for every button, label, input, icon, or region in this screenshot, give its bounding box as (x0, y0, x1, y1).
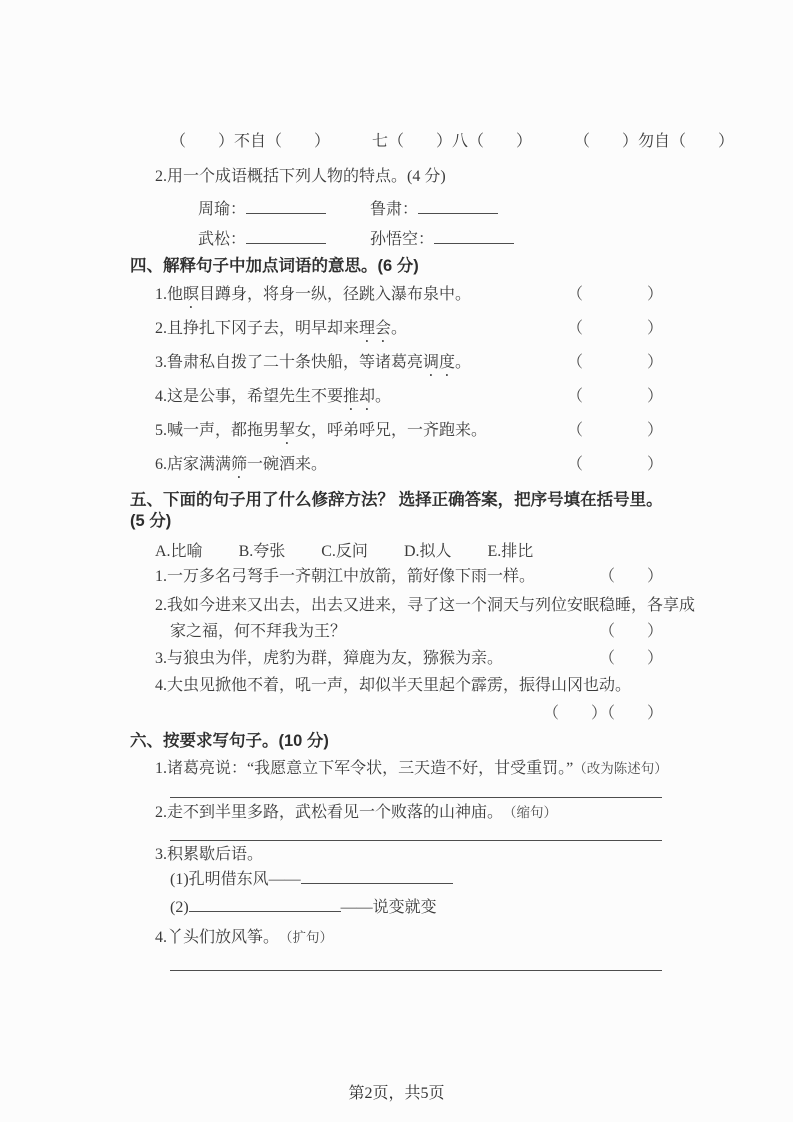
q4-item-2-answer-paren: （ ） (566, 320, 663, 337)
q4-item-6 (155, 454, 663, 482)
q4-item-4-answer-paren: （ ） (566, 388, 663, 405)
q4-item-1 (155, 284, 663, 312)
section-six-heading-row (130, 731, 663, 752)
q6-item-4-answer-blank (170, 968, 662, 971)
q4-item-1-answer-paren: （ ） (566, 286, 663, 303)
idiom-blank-1: （ ）不自（ ） (170, 133, 331, 150)
q4-item-4 (155, 386, 663, 414)
text-fragment: 1.他 (155, 286, 184, 303)
q6-item-1 (155, 758, 668, 779)
text-fragment: 2.且挣扎下冈子去，明早却来 (155, 320, 360, 337)
q6-sub-2-suffix: ——说变就变 (340, 899, 437, 916)
q4-item-3 (155, 352, 663, 380)
q5-item-2-line-2 (170, 621, 663, 642)
q4-item-3-answer-paren: （ ） (566, 354, 663, 371)
q6-item-1-answer-blank (170, 795, 662, 798)
q6-sub-2-prefix: (2) (170, 899, 189, 916)
q2-zhouyu-answer-blank (246, 211, 326, 214)
idiom-blank-3: （ ）勿自（ ） (574, 133, 735, 150)
text-fragment: 女，呼弟呼兄，一齐跑来。 (295, 422, 488, 439)
emphasized-word: 瞑 (183, 286, 200, 303)
q4-item-4-text (155, 386, 391, 414)
q5-option-b: B.夸张 (238, 543, 286, 560)
q5-item-4 (155, 675, 663, 696)
q6-item-3-sub-1 (170, 869, 663, 890)
text-fragment: 目蹲身，将身一纵，径跳入瀑布泉中。 (199, 286, 472, 303)
q2-name-lusu (370, 199, 542, 220)
section-six-heading: 六、按要求写句子。(10 分) (130, 732, 329, 750)
q5-item-1 (155, 566, 663, 587)
q2-wusong-answer-blank (246, 241, 326, 244)
q2-name-sunwukong (370, 229, 542, 250)
text-fragment: 5.喊一声，都拖男 (155, 422, 280, 439)
q5-options-row (155, 541, 663, 562)
text-fragment: 一碗酒来。 (247, 456, 328, 473)
q5-item-2-answer-paren: （ ） (598, 623, 663, 640)
q5-option-d: D.拟人 (403, 543, 452, 560)
idiom-blank-2: 七（ ）八（ ） (372, 133, 533, 150)
q5-option-a: A.比喻 (155, 543, 203, 560)
q2-name-wusong-label: 武松： (198, 231, 247, 248)
q6-sub-1-answer-blank (301, 881, 453, 884)
q2-name-wusong (198, 229, 370, 250)
q2-name-sunwukong-label: 孙悟空： (370, 231, 435, 248)
q6-item-1-text: 1.诸葛亮说：“我愿意立下军令状，三天造不好，甘受重罚。” (155, 760, 574, 777)
q5-option-e: E.排比 (487, 543, 534, 560)
section-four-heading-row (130, 256, 663, 277)
q6-sub-2-answer-blank (189, 909, 341, 912)
q4-item-5 (155, 420, 663, 448)
q6-item-2-answer-blank (170, 838, 662, 841)
emphasized-word: 调度 (423, 354, 456, 371)
q5-item-3-answer-paren: （ ） (598, 650, 663, 667)
text-fragment: 。 (455, 354, 472, 371)
q2-names-row-2 (198, 229, 663, 250)
q6-item-4-instruction: （扩句） (279, 930, 334, 945)
q6-item-1-answer-row (170, 795, 663, 798)
page-number-footer: 第2页，共5页 (348, 1085, 445, 1102)
q5-item-4-answer-row (130, 703, 663, 724)
q2-name-lusu-label: 鲁肃： (370, 201, 419, 218)
q5-item-4-text: 4.大虫见掀他不着，吼一声，却似半天里起个霹雳，振得山冈也动。 (155, 677, 632, 694)
q5-item-2-line-1 (155, 595, 696, 616)
q5-item-1-text: 1.一万多名弓弩手一齐朝江中放箭，箭好像下雨一样。 (155, 568, 536, 585)
q6-sub-1-text: (1)孔明借东风—— (170, 871, 301, 888)
q6-item-2-answer-row (170, 838, 663, 841)
text-fragment: 6.店家满满 (155, 456, 232, 473)
q2-title: 2.用一个成语概括下列人物的特点。(4 分) (155, 168, 446, 185)
q2-name-zhouyu-label: 周瑜： (198, 201, 247, 218)
q6-item-4-answer-row (170, 968, 663, 971)
emphasized-word: 理会 (359, 320, 392, 337)
q6-item-3 (155, 844, 663, 865)
q5-item-2-text-line-1: 2.我如今进来又出去，出去又进来，寻了这一个洞天与列位安眠稳睡，各享成 (155, 597, 696, 614)
section-four-heading: 四、解释句子中加点词语的意思。(6 分) (130, 257, 419, 275)
q2-names-row-1 (198, 199, 663, 220)
text-fragment: 3.鲁肃私自拨了二十条快船，等诸葛亮 (155, 354, 424, 371)
q6-item-1-instruction: （改为陈述句） (573, 761, 668, 776)
text-fragment: 。 (391, 320, 408, 337)
q5-option-c: C.反问 (321, 543, 368, 560)
q6-item-2 (155, 802, 663, 823)
q6-item-4-text: 4.丫头们放风筝。 (155, 929, 280, 946)
section-five-heading: 五、下面的句子用了什么修辞方法？ 选择正确答案，把序号填在括号里。(5 分) (130, 491, 663, 530)
q5-item-2-text-line-2: 家之福，何不拜我为王？ (170, 623, 347, 640)
q2-name-zhouyu (198, 199, 370, 220)
q5-item-3-text: 3.与狼虫为伴，虎豹为群，獐鹿为友，猕猴为亲。 (155, 650, 504, 667)
q6-item-4 (155, 927, 663, 948)
text-fragment: 。 (375, 388, 392, 405)
q4-item-2-text (155, 318, 407, 346)
q2-sunwukong-answer-blank (434, 241, 514, 244)
q6-item-2-text: 2.走不到半里多路，武松看见一个败落的山神庙。 (155, 804, 504, 821)
q5-item-1-answer-paren: （ ） (598, 568, 663, 585)
q4-item-6-answer-paren: （ ） (566, 456, 663, 473)
idiom-blanks-row (170, 131, 735, 152)
q4-item-6-text (155, 454, 327, 482)
emphasized-word: 筛 (231, 456, 248, 473)
emphasized-word: 推却 (343, 388, 376, 405)
section-five-heading-row (130, 490, 663, 532)
emphasized-word: 挈 (279, 422, 296, 439)
q5-item-3 (155, 648, 663, 669)
text-fragment: 4.这是公事，希望先生不要 (155, 388, 344, 405)
q4-item-5-text (155, 420, 487, 448)
q4-item-3-text (155, 352, 471, 380)
q2-lusu-answer-blank (418, 211, 498, 214)
q6-item-2-instruction: （缩句） (503, 805, 558, 820)
q4-item-2 (155, 318, 663, 346)
q6-item-3-sub-2 (170, 897, 663, 918)
q4-item-5-answer-paren: （ ） (566, 422, 663, 439)
q2-title-row (155, 166, 663, 187)
q5-item-4-answer-parens: （ ）（ ） (542, 705, 663, 722)
q6-item-3-text: 3.积累歇后语。 (155, 846, 264, 863)
q4-item-1-text (155, 284, 471, 312)
